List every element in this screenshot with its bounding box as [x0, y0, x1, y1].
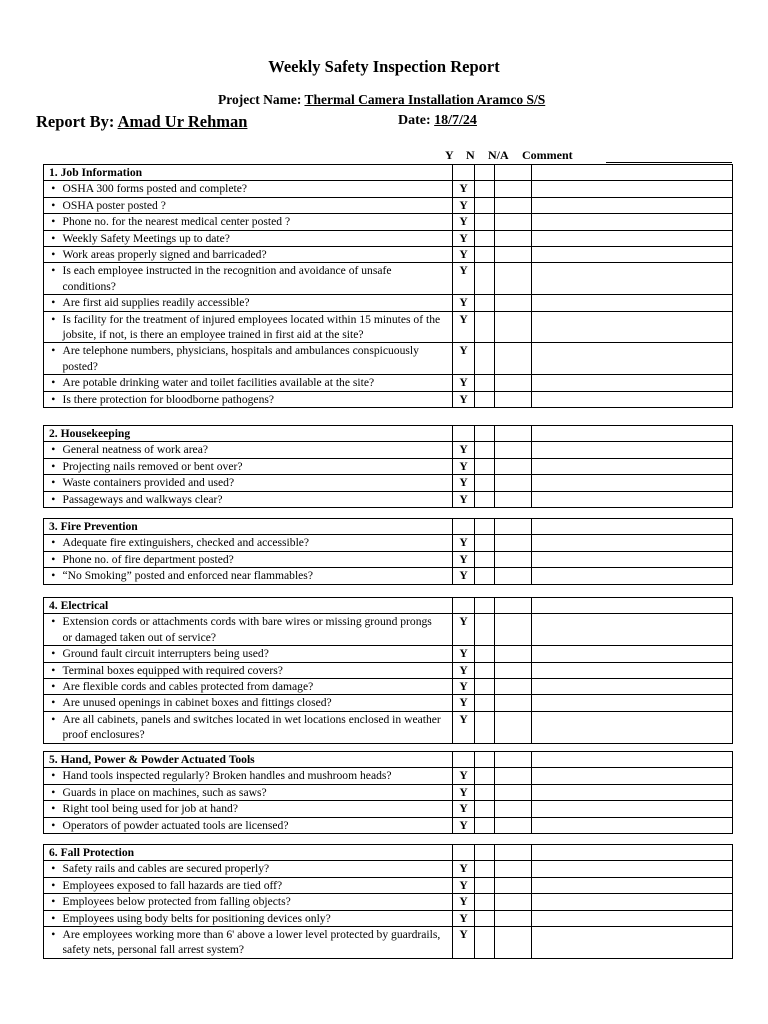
checklist-question: Guards in place on machines, such as saws? [63, 784, 453, 800]
bullet-icon: • [44, 197, 63, 213]
na-answer-cell[interactable] [495, 247, 532, 263]
comment-cell[interactable] [532, 861, 733, 877]
report-by-line [36, 112, 247, 132]
y-answer-cell[interactable]: Y [453, 263, 475, 295]
checklist-row [44, 311, 733, 343]
y-answer-cell[interactable]: Y [453, 551, 475, 567]
na-answer-cell[interactable] [495, 784, 532, 800]
na-answer-cell[interactable] [495, 614, 532, 646]
checklist-question: Are telephone numbers, physicians, hospitals and ambulances conspicuously posted? [63, 343, 453, 375]
bullet-icon: • [44, 679, 63, 695]
checklist-row [44, 295, 733, 311]
checklist-row [44, 801, 733, 817]
n-answer-cell[interactable] [475, 768, 495, 784]
na-answer-cell[interactable] [495, 927, 532, 959]
comment-cell[interactable] [532, 784, 733, 800]
comment-cell[interactable] [532, 475, 733, 491]
checklist-row [44, 375, 733, 391]
checklist-row [44, 535, 733, 551]
y-answer-cell[interactable]: Y [453, 535, 475, 551]
checklist-question: Are unused openings in cabinet boxes and fittings closed? [63, 695, 453, 711]
y-answer-cell[interactable]: Y [453, 181, 475, 197]
na-answer-cell[interactable] [495, 679, 532, 695]
bullet-icon: • [44, 214, 63, 230]
section-heading: 2. Housekeeping [44, 426, 453, 442]
bullet-icon: • [44, 343, 63, 375]
bullet-icon: • [44, 614, 63, 646]
checklist-question: Phone no. for the nearest medical center posted ? [63, 214, 453, 230]
column-header-n: N [466, 148, 475, 162]
na-answer-cell[interactable] [495, 877, 532, 893]
bullet-icon: • [44, 646, 63, 662]
na-answer-cell[interactable] [495, 375, 532, 391]
checklist-row [44, 475, 733, 491]
comment-cell[interactable] [532, 927, 733, 959]
checklist-question: “No Smoking” posted and enforced near flammables? [63, 568, 453, 584]
comment-cell[interactable] [532, 181, 733, 197]
comment-cell[interactable] [532, 230, 733, 246]
checklist-row [44, 662, 733, 678]
bullet-icon: • [44, 475, 63, 491]
n-answer-cell[interactable] [475, 311, 495, 343]
section-heading-row [44, 426, 733, 442]
n-answer-cell[interactable] [475, 861, 495, 877]
checklist-question: General neatness of work area? [63, 442, 453, 458]
bullet-icon: • [44, 910, 63, 926]
y-answer-cell[interactable]: Y [453, 295, 475, 311]
column-header-y: Y [445, 148, 454, 162]
n-answer-cell[interactable] [475, 295, 495, 311]
n-answer-cell[interactable] [475, 695, 495, 711]
section-table [43, 751, 733, 834]
y-answer-cell[interactable]: Y [453, 877, 475, 893]
y-answer-cell[interactable]: Y [453, 646, 475, 662]
comment-cell[interactable] [532, 845, 733, 861]
na-cell[interactable] [495, 845, 532, 861]
comment-cell[interactable] [532, 519, 733, 535]
date-value: 18/7/24 [434, 113, 477, 128]
report-title: Weekly Safety Inspection Report [268, 57, 500, 76]
y-answer-cell[interactable]: Y [453, 679, 475, 695]
bullet-icon: • [44, 230, 63, 246]
bullet-icon: • [44, 568, 63, 584]
checklist-row [44, 927, 733, 959]
bullet-icon: • [44, 263, 63, 295]
na-answer-cell[interactable] [495, 295, 532, 311]
checklist-row [44, 263, 733, 295]
n-answer-cell[interactable] [475, 197, 495, 213]
na-answer-cell[interactable] [495, 311, 532, 343]
y-answer-cell[interactable]: Y [453, 197, 475, 213]
section-heading: 6. Fall Protection [44, 845, 453, 861]
checklist-question: Is facility for the treatment of injured employees located within 15 minutes of the jobsite, if not, is there an employee trained in first aid at the site? [63, 311, 453, 343]
section-table [43, 597, 733, 744]
y-answer-cell[interactable]: Y [453, 458, 475, 474]
na-answer-cell[interactable] [495, 662, 532, 678]
column-header-na: N/A [488, 148, 509, 162]
checklist-question: Employees below protected from falling objects? [63, 894, 453, 910]
checklist-row [44, 614, 733, 646]
comment-cell[interactable] [532, 679, 733, 695]
bullet-icon: • [44, 442, 63, 458]
comment-cell[interactable] [532, 535, 733, 551]
na-answer-cell[interactable] [495, 768, 532, 784]
section-heading-row [44, 598, 733, 614]
checklist-question: Are employees working more than 6' above a lower level protected by guardrails, safety nets, personal fall arrest system? [63, 927, 453, 959]
comment-cell[interactable] [532, 343, 733, 375]
date-label: Date: [398, 113, 431, 128]
bullet-icon: • [44, 247, 63, 263]
bullet-icon: • [44, 817, 63, 833]
date-line [398, 113, 477, 129]
y-answer-cell[interactable]: Y [453, 768, 475, 784]
section-table [43, 518, 733, 585]
checklist-question: Waste containers provided and used? [63, 475, 453, 491]
comment-cell[interactable] [532, 263, 733, 295]
y-cell[interactable] [453, 845, 475, 861]
bullet-icon: • [44, 535, 63, 551]
y-answer-cell[interactable]: Y [453, 711, 475, 743]
bullet-icon: • [44, 551, 63, 567]
checklist-question: Work areas properly signed and barricaded? [63, 247, 453, 263]
checklist-question: Weekly Safety Meetings up to date? [63, 230, 453, 246]
section-heading: 5. Hand, Power & Powder Actuated Tools [44, 752, 453, 768]
checklist-row [44, 458, 733, 474]
na-answer-cell[interactable] [495, 551, 532, 567]
na-answer-cell[interactable] [495, 894, 532, 910]
comment-cell[interactable] [532, 458, 733, 474]
checklist-row [44, 768, 733, 784]
bullet-icon: • [44, 711, 63, 743]
comment-cell[interactable] [532, 877, 733, 893]
checklist-row [44, 551, 733, 567]
n-answer-cell[interactable] [475, 877, 495, 893]
checklist-row [44, 442, 733, 458]
n-cell[interactable] [475, 426, 495, 442]
checklist-question: Phone no. of fire department posted? [63, 551, 453, 567]
checklist-question: Operators of powder actuated tools are licensed? [63, 817, 453, 833]
n-answer-cell[interactable] [475, 263, 495, 295]
na-answer-cell[interactable] [495, 491, 532, 507]
checklist-row [44, 711, 733, 743]
na-answer-cell[interactable] [495, 535, 532, 551]
checklist-row [44, 491, 733, 507]
bullet-icon: • [44, 894, 63, 910]
na-answer-cell[interactable] [495, 230, 532, 246]
n-answer-cell[interactable] [475, 391, 495, 407]
y-answer-cell[interactable]: Y [453, 894, 475, 910]
n-cell[interactable] [475, 845, 495, 861]
n-cell[interactable] [475, 165, 495, 181]
checklist-row [44, 646, 733, 662]
n-answer-cell[interactable] [475, 551, 495, 567]
n-cell[interactable] [475, 598, 495, 614]
na-answer-cell[interactable] [495, 343, 532, 375]
n-answer-cell[interactable] [475, 784, 495, 800]
section-heading: 1. Job Information [44, 165, 453, 181]
y-cell[interactable] [453, 519, 475, 535]
checklist-row [44, 391, 733, 407]
y-answer-cell[interactable]: Y [453, 230, 475, 246]
bullet-icon: • [44, 695, 63, 711]
y-answer-cell[interactable]: Y [453, 491, 475, 507]
checklist-row [44, 247, 733, 263]
n-answer-cell[interactable] [475, 711, 495, 743]
y-answer-cell[interactable]: Y [453, 695, 475, 711]
checklist-row [44, 214, 733, 230]
n-answer-cell[interactable] [475, 910, 495, 926]
na-answer-cell[interactable] [495, 861, 532, 877]
checklist-question: Extension cords or attachments cords with bare wires or missing ground prongs or damaged taken out of service? [63, 614, 453, 646]
report-by-value: Amad Ur Rehman [117, 112, 248, 131]
comment-cell[interactable] [532, 662, 733, 678]
section-table [43, 844, 733, 959]
na-answer-cell[interactable] [495, 263, 532, 295]
checklist-question: Is there protection for bloodborne pathogens? [63, 391, 453, 407]
y-answer-cell[interactable]: Y [453, 910, 475, 926]
y-answer-cell[interactable]: Y [453, 817, 475, 833]
comment-cell[interactable] [532, 598, 733, 614]
comment-cell[interactable] [532, 442, 733, 458]
section-heading-row [44, 519, 733, 535]
bullet-icon: • [44, 375, 63, 391]
bullet-icon: • [44, 295, 63, 311]
y-answer-cell[interactable]: Y [453, 784, 475, 800]
n-answer-cell[interactable] [475, 214, 495, 230]
y-answer-cell[interactable]: Y [453, 568, 475, 584]
y-cell[interactable] [453, 165, 475, 181]
bullet-icon: • [44, 391, 63, 407]
n-answer-cell[interactable] [475, 343, 495, 375]
section-table [43, 164, 733, 408]
na-cell[interactable] [495, 598, 532, 614]
na-answer-cell[interactable] [495, 214, 532, 230]
bullet-icon: • [44, 311, 63, 343]
comment-cell[interactable] [532, 375, 733, 391]
checklist-question: OSHA 300 forms posted and complete? [63, 181, 453, 197]
bullet-icon: • [44, 877, 63, 893]
checklist-question: Are flexible cords and cables protected from damage? [63, 679, 453, 695]
y-cell[interactable] [453, 426, 475, 442]
comment-cell[interactable] [532, 711, 733, 743]
na-answer-cell[interactable] [495, 711, 532, 743]
project-name-line [218, 92, 545, 108]
comment-cell[interactable] [532, 551, 733, 567]
bullet-icon: • [44, 861, 63, 877]
project-name-label: Project Name: [218, 92, 302, 107]
checklist-question: Terminal boxes equipped with required covers? [63, 662, 453, 678]
n-answer-cell[interactable] [475, 475, 495, 491]
checklist-question: Safety rails and cables are secured properly? [63, 861, 453, 877]
n-answer-cell[interactable] [475, 801, 495, 817]
n-answer-cell[interactable] [475, 535, 495, 551]
n-answer-cell[interactable] [475, 491, 495, 507]
y-answer-cell[interactable]: Y [453, 311, 475, 343]
checklist-question: Are potable drinking water and toilet facilities available at the site? [63, 375, 453, 391]
n-answer-cell[interactable] [475, 568, 495, 584]
na-answer-cell[interactable] [495, 568, 532, 584]
na-answer-cell[interactable] [495, 695, 532, 711]
n-answer-cell[interactable] [475, 614, 495, 646]
checklist-question: Ground fault circuit interrupters being used? [63, 646, 453, 662]
n-answer-cell[interactable] [475, 679, 495, 695]
checklist-row [44, 568, 733, 584]
checklist-row [44, 679, 733, 695]
checklist-row [44, 197, 733, 213]
checklist-row [44, 695, 733, 711]
n-answer-cell[interactable] [475, 894, 495, 910]
y-answer-cell[interactable]: Y [453, 391, 475, 407]
y-answer-cell[interactable]: Y [453, 927, 475, 959]
comment-cell[interactable] [532, 295, 733, 311]
n-answer-cell[interactable] [475, 247, 495, 263]
y-cell[interactable] [453, 752, 475, 768]
na-cell[interactable] [495, 519, 532, 535]
section-heading: 4. Electrical [44, 598, 453, 614]
n-answer-cell[interactable] [475, 646, 495, 662]
n-answer-cell[interactable] [475, 817, 495, 833]
na-answer-cell[interactable] [495, 475, 532, 491]
y-answer-cell[interactable]: Y [453, 375, 475, 391]
column-header-comment: Comment [522, 148, 573, 162]
y-answer-cell[interactable]: Y [453, 614, 475, 646]
n-answer-cell[interactable] [475, 458, 495, 474]
checklist-question: Projecting nails removed or bent over? [63, 458, 453, 474]
na-answer-cell[interactable] [495, 646, 532, 662]
y-answer-cell[interactable]: Y [453, 343, 475, 375]
comment-cell[interactable] [532, 801, 733, 817]
checklist-question: Are all cabinets, panels and switches located in wet locations enclosed in weather proof enclosures? [63, 711, 453, 743]
y-answer-cell[interactable]: Y [453, 801, 475, 817]
bullet-icon: • [44, 458, 63, 474]
comment-cell[interactable] [532, 614, 733, 646]
n-answer-cell[interactable] [475, 375, 495, 391]
checklist-row [44, 861, 733, 877]
y-answer-cell[interactable]: Y [453, 442, 475, 458]
checklist-question: Employees exposed to fall hazards are tied off? [63, 877, 453, 893]
n-answer-cell[interactable] [475, 442, 495, 458]
y-cell[interactable] [453, 598, 475, 614]
na-answer-cell[interactable] [495, 910, 532, 926]
na-answer-cell[interactable] [495, 391, 532, 407]
bullet-icon: • [44, 662, 63, 678]
comment-cell[interactable] [532, 752, 733, 768]
comment-cell[interactable] [532, 491, 733, 507]
checklist-question: Employees using body belts for positioning devices only? [63, 910, 453, 926]
comment-cell[interactable] [532, 165, 733, 181]
project-name-value: Thermal Camera Installation Aramco S/S [304, 92, 546, 107]
na-answer-cell[interactable] [495, 801, 532, 817]
na-answer-cell[interactable] [495, 817, 532, 833]
y-answer-cell[interactable]: Y [453, 247, 475, 263]
section-heading: 3. Fire Prevention [44, 519, 453, 535]
checklist-question: Right tool being used for job at hand? [63, 801, 453, 817]
comment-cell[interactable] [532, 568, 733, 584]
comment-cell[interactable] [532, 817, 733, 833]
comment-cell[interactable] [532, 426, 733, 442]
comment-cell[interactable] [532, 910, 733, 926]
comment-cell[interactable] [532, 894, 733, 910]
checklist-row [44, 877, 733, 893]
checklist-row [44, 817, 733, 833]
bullet-icon: • [44, 181, 63, 197]
section-table [43, 425, 733, 508]
na-cell[interactable] [495, 165, 532, 181]
y-answer-cell[interactable]: Y [453, 662, 475, 678]
section-heading-row [44, 845, 733, 861]
comment-cell[interactable] [532, 695, 733, 711]
checklist-question: Adequate fire extinguishers, checked and accessible? [63, 535, 453, 551]
na-cell[interactable] [495, 426, 532, 442]
section-heading-row [44, 752, 733, 768]
comment-cell[interactable] [532, 391, 733, 407]
checklist-row [44, 181, 733, 197]
header-rule [606, 162, 732, 163]
y-answer-cell[interactable]: Y [453, 475, 475, 491]
na-answer-cell[interactable] [495, 442, 532, 458]
n-answer-cell[interactable] [475, 181, 495, 197]
checklist-question: Hand tools inspected regularly? Broken handles and mushroom heads? [63, 768, 453, 784]
bullet-icon: • [44, 927, 63, 959]
na-answer-cell[interactable] [495, 197, 532, 213]
comment-cell[interactable] [532, 311, 733, 343]
checklist-row [44, 784, 733, 800]
na-cell[interactable] [495, 752, 532, 768]
y-answer-cell[interactable]: Y [453, 214, 475, 230]
checklist-row [44, 910, 733, 926]
checklist-question: Passageways and walkways clear? [63, 491, 453, 507]
checklist-question: OSHA poster posted ? [63, 197, 453, 213]
n-answer-cell[interactable] [475, 927, 495, 959]
n-answer-cell[interactable] [475, 230, 495, 246]
checklist-question: Is each employee instructed in the recognition and avoidance of unsafe conditions? [63, 263, 453, 295]
bullet-icon: • [44, 801, 63, 817]
n-cell[interactable] [475, 519, 495, 535]
checklist-row [44, 343, 733, 375]
na-answer-cell[interactable] [495, 181, 532, 197]
checklist-question: Are first aid supplies readily accessible? [63, 295, 453, 311]
n-answer-cell[interactable] [475, 662, 495, 678]
comment-cell[interactable] [532, 247, 733, 263]
y-answer-cell[interactable]: Y [453, 861, 475, 877]
bullet-icon: • [44, 784, 63, 800]
comment-cell[interactable] [532, 768, 733, 784]
comment-cell[interactable] [532, 197, 733, 213]
na-answer-cell[interactable] [495, 458, 532, 474]
n-cell[interactable] [475, 752, 495, 768]
checklist-row [44, 894, 733, 910]
bullet-icon: • [44, 491, 63, 507]
checklist-row [44, 230, 733, 246]
report-by-label: Report By: [36, 112, 115, 131]
section-heading-row [44, 165, 733, 181]
bullet-icon: • [44, 768, 63, 784]
comment-cell[interactable] [532, 646, 733, 662]
comment-cell[interactable] [532, 214, 733, 230]
